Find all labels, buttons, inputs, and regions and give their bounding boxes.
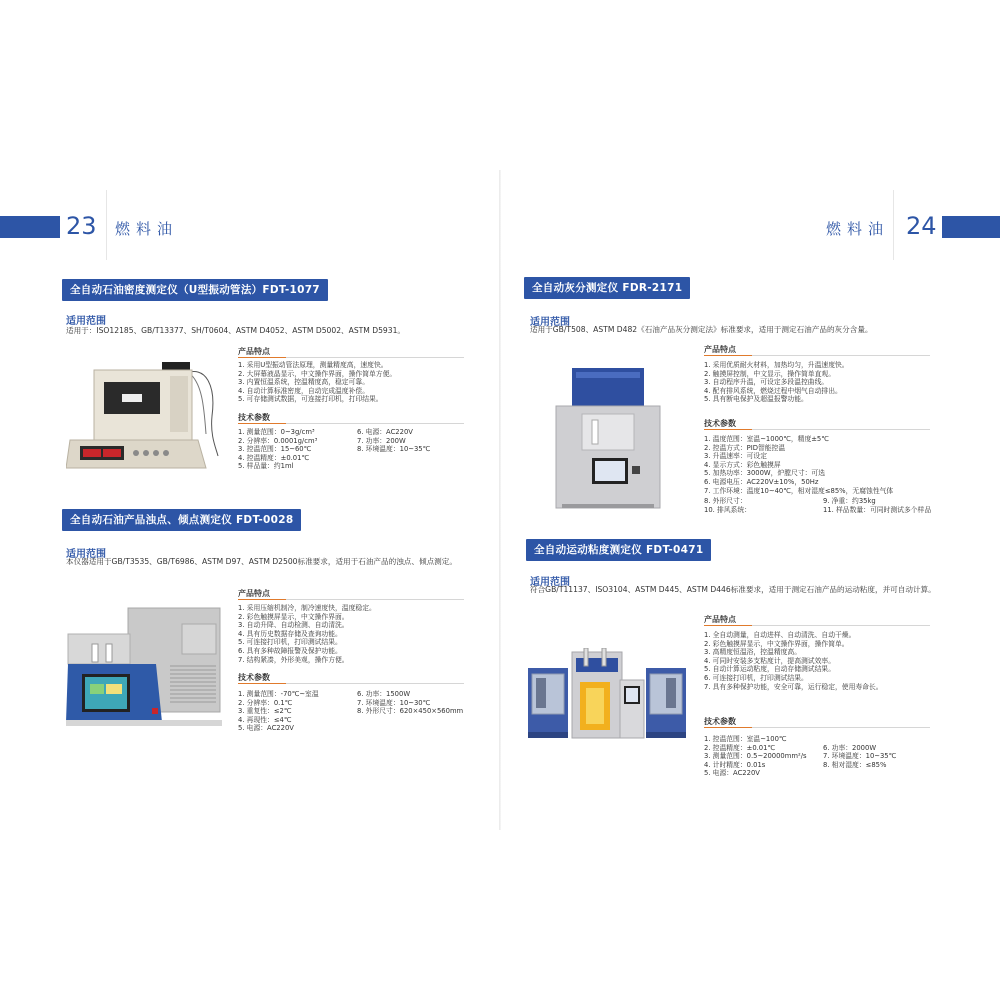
list-item: 8. 外形尺寸：620×450×560mm <box>357 707 464 716</box>
list-item: 3. 升温速率：可设定 <box>704 452 768 461</box>
features-label: 产品特点 <box>238 347 270 356</box>
list-item: 8. 环境温度：10~35℃ <box>357 445 431 454</box>
pour-point-tester-image <box>66 604 222 728</box>
list-item: 2. 大屏幕液晶显示，中文操作界面，操作简单方便。 <box>238 369 397 378</box>
list-item: 11. 样品数量：可同时测试多个样品 <box>823 505 932 514</box>
list-item: 3. 内置恒温系统，控温精度高，稳定可靠。 <box>238 378 369 387</box>
density-meter-image <box>66 356 232 474</box>
features-list <box>238 361 464 404</box>
list-item: 4. 计时精度：0.01s <box>704 760 766 769</box>
right-chapter-title: 燃料油 <box>826 220 890 238</box>
right-header-bar <box>942 216 1000 238</box>
list-item: 5. 具有断电保护及超温报警功能。 <box>704 395 808 404</box>
right-header-divider <box>893 190 894 260</box>
features-label: 产品特点 <box>238 589 270 598</box>
scope-text: 适用于：ISO12185、GB/T13377、SH/T0604、ASTM D4052、ASTM D5002、ASTM D5931。 <box>66 326 406 335</box>
list-item: 6. 功率：2000W <box>823 743 877 752</box>
list-item: 7. 功率：200W <box>357 436 406 445</box>
scope-label: 适用范围 <box>530 577 570 588</box>
viscosity-tester-image <box>526 648 688 744</box>
specs-list <box>704 435 936 495</box>
left-page-number: 23 <box>66 212 97 240</box>
left-chapter-title: 燃料油 <box>115 220 179 238</box>
list-item: 2. 彩色触摸屏显示，中文操作界面。 <box>238 612 349 621</box>
section-rule <box>238 599 464 600</box>
specs-list-continued <box>704 497 936 514</box>
list-item: 3. 自动程序升温，可设定多段温控曲线。 <box>704 378 829 387</box>
list-item: 2. 触摸屏控制，中文显示，操作简单直观。 <box>704 369 835 378</box>
list-item: 7. 工作环境：温度10~40℃，相对湿度≤85%，无腐蚀性气体 <box>704 486 894 495</box>
list-item: 2. 彩色触摸屏显示，中文操作界面，操作简单。 <box>704 639 849 648</box>
list-item: 7. 环境温度：10~30℃ <box>357 698 431 707</box>
list-item: 8. 外形尺寸： <box>704 497 747 505</box>
left-header-bar <box>0 216 60 238</box>
scope-text: 适用于GB/T508、ASTM D482《石油产品灰分测定法》标准要求，适用于测定石油产品的灰分含量。 <box>530 325 873 334</box>
product-title-pour-point-tester: 全自动石油产品浊点、倾点测定仪 FDT-0028 <box>62 509 301 531</box>
list-item: 1. 采用U型振动管法原理，测量精度高，速度快。 <box>238 361 388 369</box>
list-item: 5. 可存储测试数据，可连接打印机，打印结果。 <box>238 395 383 404</box>
list-item: 7. 具有多种保护功能，安全可靠，运行稳定，使用寿命长。 <box>704 682 883 691</box>
list-item: 4. 具有历史数据存储及查询功能。 <box>238 629 342 638</box>
scope-label: 适用范围 <box>66 316 106 327</box>
list-item: 3. 测量范围：0.5~20000mm²/s <box>704 752 807 761</box>
product-title-viscosity-tester: 全自动运动粘度测定仪 FDT-0471 <box>526 539 711 561</box>
section-rule <box>704 625 930 626</box>
specs-label: 技术参数 <box>238 413 270 422</box>
list-item: 4. 可同时安装多支粘度计，提高测试效率。 <box>704 656 835 665</box>
specs-list <box>238 428 470 471</box>
list-item: 2. 控温方式：PID智能控温 <box>704 443 786 452</box>
list-item: 6. 电源电压：AC220V±10%，50Hz <box>704 477 819 486</box>
list-item: 1. 温度范围：室温~1000℃，精度±5℃ <box>704 435 829 443</box>
list-item: 1. 测量范围：-70℃~室温 <box>238 690 319 698</box>
list-item: 10. 排风系统： <box>704 505 751 514</box>
list-item: 6. 具有多种故障报警及保护功能。 <box>238 646 342 655</box>
section-rule <box>238 357 464 358</box>
section-rule <box>704 355 930 356</box>
list-item: 5. 加热功率：3000W，炉膛尺寸：可选 <box>704 469 826 478</box>
section-rule <box>238 423 464 424</box>
list-item: 7. 环境温度：10~35℃ <box>823 752 897 761</box>
list-item: 1. 测量范围：0~3g/cm³ <box>238 428 315 436</box>
list-item: 5. 电源：AC220V <box>704 769 760 778</box>
list-item: 2. 分辨率：0.1℃ <box>238 698 293 707</box>
specs-list <box>704 735 936 778</box>
section-rule <box>704 727 930 728</box>
list-item: 9. 净重：约35kg <box>823 497 876 505</box>
list-item: 4. 控温精度：±0.01℃ <box>238 453 310 462</box>
scope-text: 符合GB/T11137、ISO3104、ASTM D445、ASTM D446标准要求，适用于测定石油产品的运动粘度，并可自动计算。 <box>530 585 936 594</box>
scope-label: 适用范围 <box>66 549 106 560</box>
list-item: 4. 显示方式：彩色触摸屏 <box>704 460 781 469</box>
list-item: 2. 控温精度：±0.01℃ <box>704 743 776 752</box>
list-item: 4. 自动计算标准密度，自动完成温度补偿。 <box>238 386 369 395</box>
list-item: 8. 相对湿度：≤85% <box>823 760 887 769</box>
list-item: 6. 电源：AC220V <box>357 428 413 436</box>
scope-text: 本仪器适用于GB/T3535、GB/T6986、ASTM D97、ASTM D2500标准要求，适用于石油产品的浊点、倾点测定。 <box>66 557 457 566</box>
section-rule <box>238 683 464 684</box>
list-item: 6. 功率：1500W <box>357 690 411 698</box>
features-list <box>704 631 934 691</box>
list-item: 1. 控温范围：室温~100℃ <box>704 735 787 743</box>
features-list <box>704 361 934 404</box>
list-item: 3. 自动升降、自动检测、自动清洗。 <box>238 621 349 630</box>
specs-list <box>238 690 470 733</box>
features-label: 产品特点 <box>704 345 736 354</box>
list-item: 3. 控温范围：15~60℃ <box>238 445 312 454</box>
specs-label: 技术参数 <box>704 419 736 428</box>
page-gutter <box>499 170 501 830</box>
list-item: 3. 高精度恒温浴，控温精度高。 <box>704 648 802 657</box>
specs-label: 技术参数 <box>238 673 270 682</box>
ash-tester-image <box>552 366 664 510</box>
list-item: 3. 重复性：≤2℃ <box>238 707 292 716</box>
product-title-ash-tester: 全自动灰分测定仪 FDR-2171 <box>524 277 690 299</box>
left-header-divider <box>106 190 107 260</box>
right-page-number: 24 <box>906 212 937 240</box>
list-item: 5. 电源：AC220V <box>238 724 294 733</box>
list-item: 1. 采用压缩机制冷，制冷速度快，温度稳定。 <box>238 604 376 612</box>
list-item: 6. 可连接打印机，打印测试结果。 <box>704 673 808 682</box>
list-item: 5. 样品量：约1ml <box>238 462 294 471</box>
scope-label: 适用范围 <box>530 317 570 328</box>
list-item: 1. 采用优质耐火材料，加热均匀，升温速度快。 <box>704 361 849 369</box>
list-item: 4. 再现性：≤4℃ <box>238 715 292 724</box>
list-item: 5. 可连接打印机，打印测试结果。 <box>238 638 342 647</box>
list-item: 7. 结构紧凑，外形美观，操作方便。 <box>238 655 349 664</box>
features-list <box>238 604 468 664</box>
list-item: 1. 全自动测量，自动进样、自动清洗、自动干燥。 <box>704 631 856 639</box>
product-title-density-meter: 全自动石油密度测定仪（U型振动管法）FDT-1077 <box>62 279 328 301</box>
list-item: 2. 分辨率：0.0001g/cm³ <box>238 436 318 445</box>
specs-label: 技术参数 <box>704 717 736 726</box>
section-rule <box>704 429 930 430</box>
list-item: 5. 自动计算运动粘度，自动存储测试结果。 <box>704 665 835 674</box>
list-item: 4. 配有排风系统，燃烧过程中烟气自动排出。 <box>704 386 842 395</box>
features-label: 产品特点 <box>704 615 736 624</box>
